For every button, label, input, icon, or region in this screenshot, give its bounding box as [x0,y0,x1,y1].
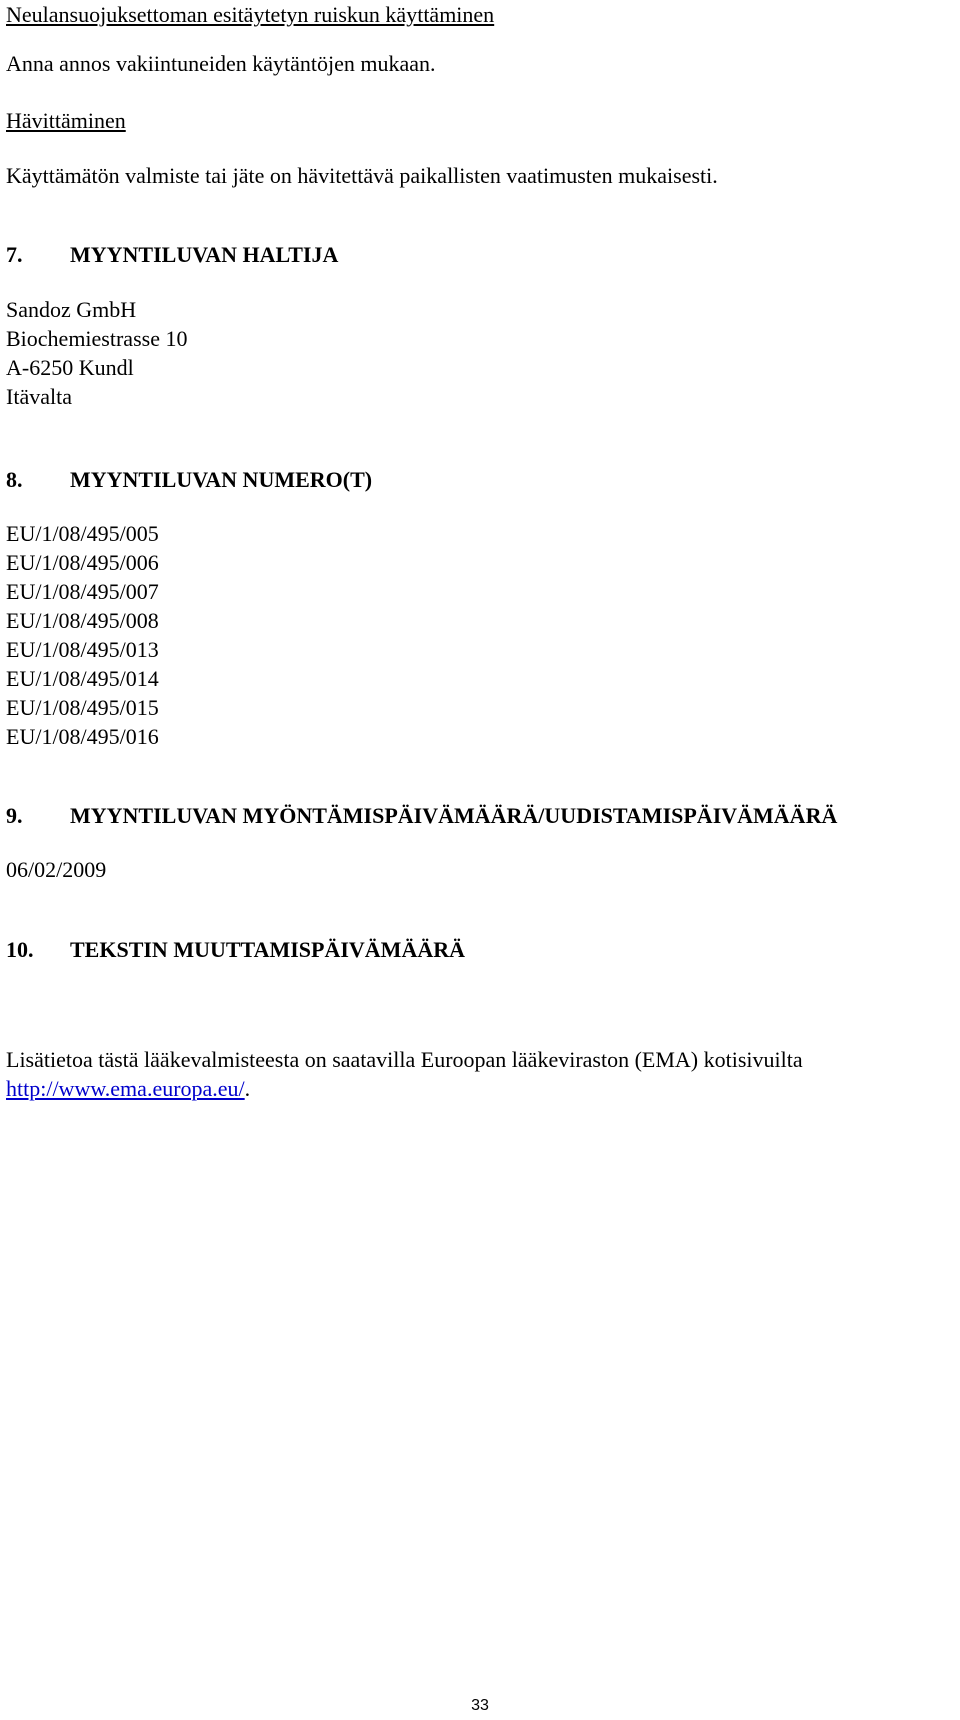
authorisation-number: EU/1/08/495/007 [6,579,159,604]
address-line: A-6250 Kundl [6,355,134,380]
page-number: 33 [471,1697,489,1714]
section-8-title: MYYNTILUVAN NUMERO(T) [70,467,373,492]
link-trailing-period: . [244,1076,251,1101]
section-9-heading [6,801,946,830]
authorisation-number: EU/1/08/495/006 [6,550,159,575]
section-7-heading [6,240,946,269]
authorisation-numbers-list [6,519,946,751]
authorisation-number: EU/1/08/495/015 [6,695,159,720]
address-line: Biochemiestrasse 10 [6,326,188,351]
authorisation-date: 06/02/2009 [6,857,107,882]
section-7-number: 7. [6,242,23,267]
section-10-heading [6,935,946,964]
more-info-paragraph [6,1045,946,1103]
disposal-section-text: Käyttämätön valmiste tai jäte on hävitettävä paikallisten vaatimusten mukaisesti. [6,163,718,188]
section-8-number: 8. [6,467,23,492]
authorisation-number: EU/1/08/495/014 [6,666,159,691]
more-info-text: Lisätietoa tästä lääkevalmisteesta on saatavilla Euroopan lääkeviraston (EMA) kotisivuilta [6,1047,803,1072]
more-info-link-line [6,1074,946,1103]
authorisation-number: EU/1/08/495/008 [6,608,159,633]
section-10-number: 10. [6,937,34,962]
section-9-title: MYYNTILUVAN MYÖNTÄMISPÄIVÄMÄÄRÄ/UUDISTAMISPÄIVÄMÄÄRÄ [70,803,838,828]
disposal-section-title: Hävittäminen [6,108,126,133]
authorisation-number: EU/1/08/495/016 [6,724,159,749]
ema-website-link[interactable]: http://www.ema.europa.eu/ [6,1076,245,1101]
section-8-heading [6,465,946,494]
mah-address [6,295,946,411]
section-7-title: MYYNTILUVAN HALTIJA [70,242,339,267]
authorisation-number: EU/1/08/495/005 [6,521,159,546]
section-10-title: TEKSTIN MUUTTAMISPÄIVÄMÄÄRÄ [70,937,466,962]
section-9-number: 9. [6,803,23,828]
address-line: Sandoz GmbH [6,297,137,322]
use-section-title: Neulansuojuksettoman esitäytetyn ruiskun käyttäminen [6,2,495,27]
address-line: Itävalta [6,384,72,409]
use-section-text: Anna annos vakiintuneiden käytäntöjen mukaan. [6,51,436,76]
authorisation-number: EU/1/08/495/013 [6,637,159,662]
